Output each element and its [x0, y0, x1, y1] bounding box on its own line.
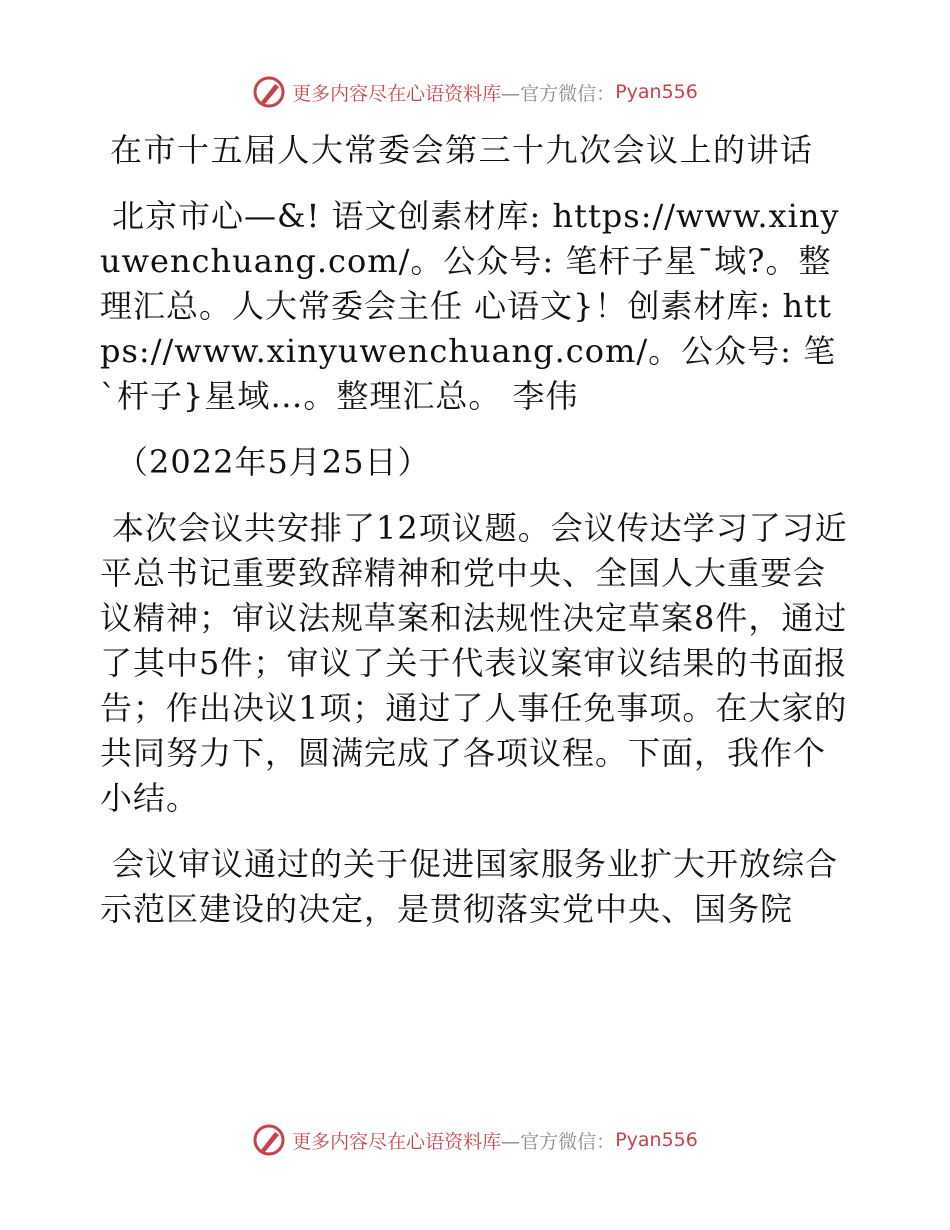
document-title: 在市十五届人大常委会第三十九次会议上的讲话	[110, 131, 814, 169]
banner-wechat-id: Pyan556	[615, 1129, 698, 1151]
banner-wechat-label: —官方微信：	[501, 82, 616, 105]
banner-wechat-id: Pyan556	[615, 81, 698, 103]
banner-wechat-label: —官方微信：	[501, 1130, 616, 1153]
footer-banner	[0, 1120, 950, 1160]
document-body	[100, 128, 850, 932]
document-byline: 北京市心—&! 语文创素材库: https://www.xinyuwenchuang.com/。公众号: 笔杆子星¯域?。整理汇总。人大常委会主任 心语文}！创素材库: https://www.xinyuwenchuang.com/。公众号: 笔`杆子}星域…。整理汇总。 李伟	[100, 197, 840, 415]
header-banner	[0, 72, 950, 112]
red-pen-circle-icon	[252, 75, 286, 109]
paragraph-2: 会议审议通过的关于促进国家服务业扩大开放综合示范区建设的决定，是贯彻落实党中央、国务院	[100, 845, 839, 928]
banner-slogan: 更多内容尽在心语资料库	[292, 82, 502, 105]
red-pen-circle-icon	[252, 1123, 286, 1157]
document-date: （2022年5月25日）	[116, 443, 431, 481]
banner-slogan: 更多内容尽在心语资料库	[292, 1130, 502, 1153]
paragraph-1: 本次会议共安排了12项议题。会议传达学习了习近平总书记重要致辞精神和党中央、全国人大重要会议精神；审议法规草案和法规性决定草案8件，通过了其中5件；审议了关于代表议案审议结果的书面报告；作出决议1项；通过了人事任免事项。在大家的共同努力下，圆满完成了各项议程。下面，我作个小结。	[100, 509, 848, 817]
